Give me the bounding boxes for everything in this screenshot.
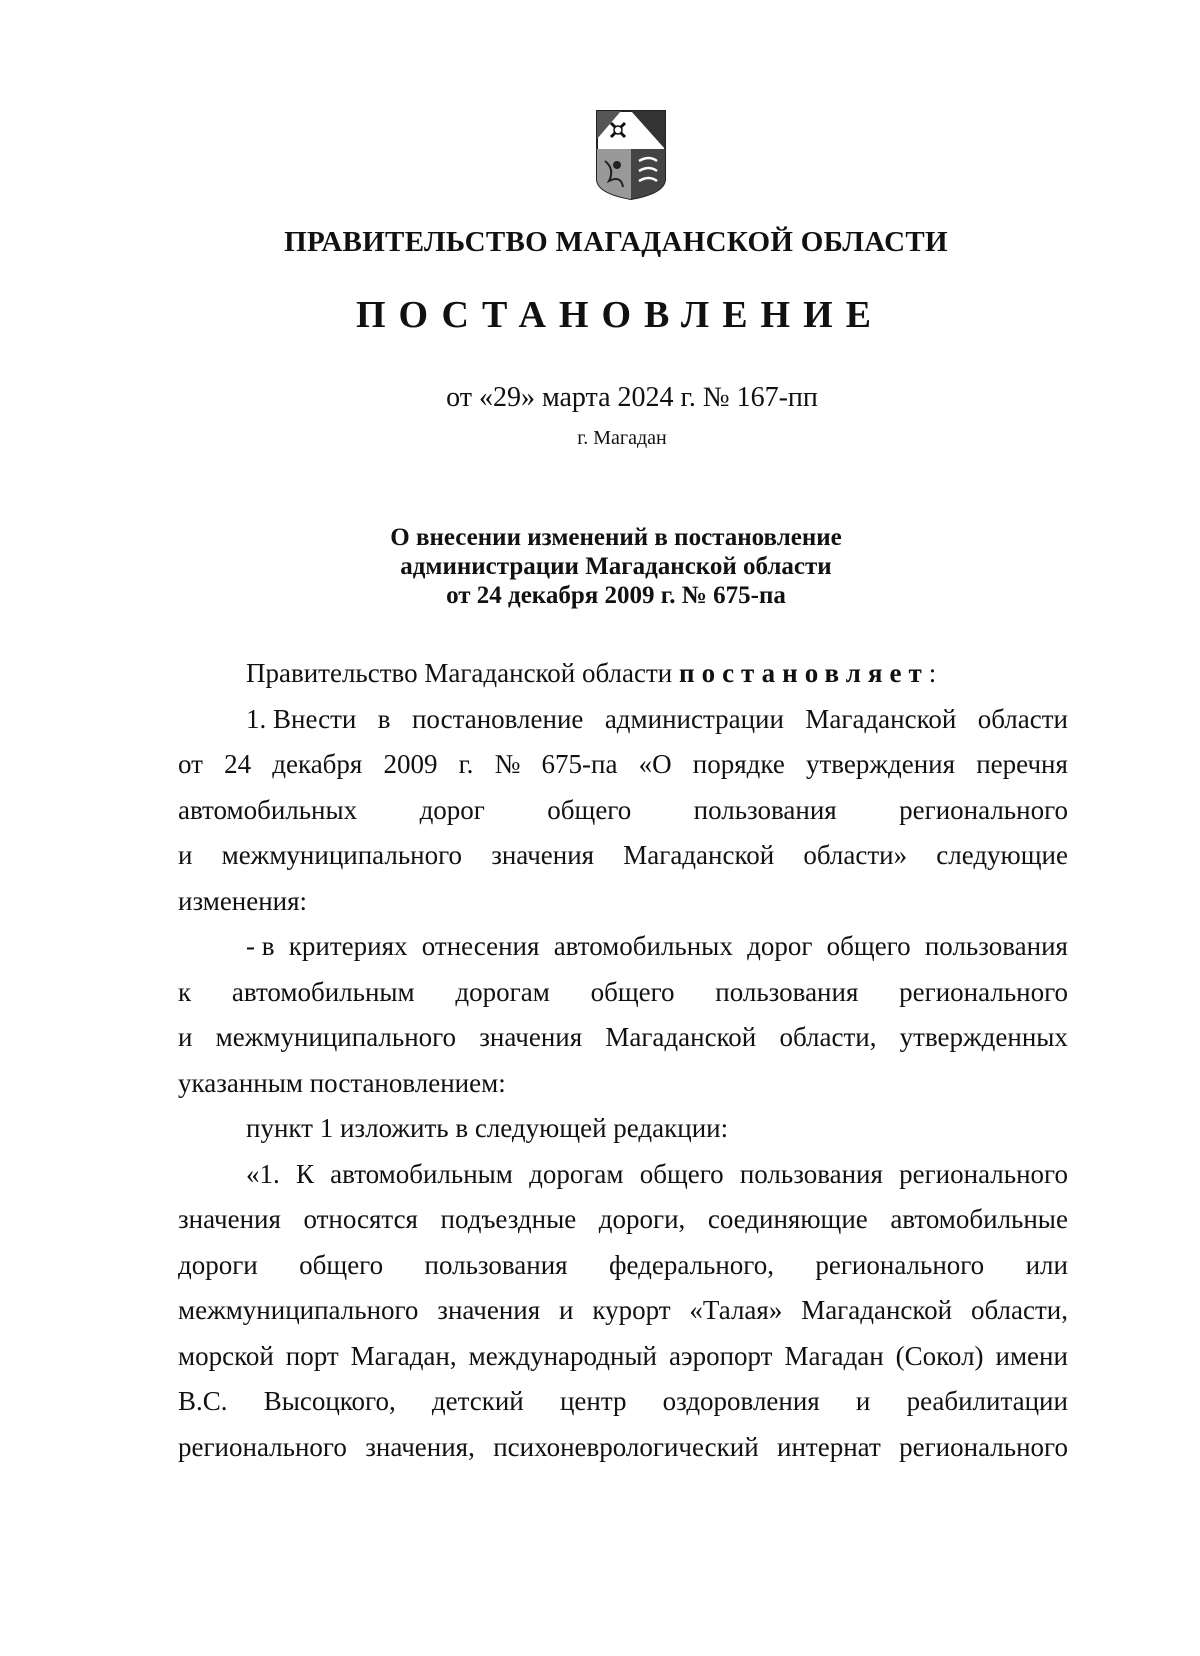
word: автомобильным [231,977,415,1007]
word: от [178,749,203,779]
word: международный [468,1341,658,1371]
word: общего [299,1250,384,1280]
word: центр [559,1386,627,1416]
paragraph-line [178,1020,1068,1054]
word: значения [479,1022,583,1052]
word: общего [826,931,911,961]
word: и [178,840,193,870]
word: декабря [272,749,363,779]
word: регионального [815,1250,985,1280]
word: автомобильных [553,931,733,961]
paragraph-line [246,1157,1068,1191]
word: относятся [303,1204,418,1234]
word: пользования [715,977,859,1007]
word: регионального [178,1432,347,1462]
word: «1. [246,1159,280,1189]
document-subject [0,523,1200,610]
paragraph-line [246,702,1068,736]
word: психоневрологический [493,1432,759,1462]
word: значения [491,840,595,870]
word: Высоцкого, [263,1386,396,1416]
word: автомобильные [890,1204,1068,1234]
word: области» [803,840,908,870]
subject-line: администрации Магаданской области [400,553,832,580]
word: перечня [976,749,1068,779]
preamble-text: Правительство Магаданской области [246,658,673,688]
word: (Сокол) [895,1341,984,1371]
word: пользования [739,1159,883,1189]
preamble-verb: постановляет [679,658,929,688]
word: Магаданской [605,1022,757,1052]
paragraph-line [178,793,1068,827]
word: и [855,1386,871,1416]
paragraph-line: изменения: [178,886,308,916]
paragraph-line [178,1384,1068,1418]
word: «Талая» [689,1295,783,1325]
word: межмуниципального [221,840,463,870]
word: утверждения [805,749,956,779]
word: значения [178,1204,281,1234]
word: общего [547,795,632,825]
word: межмуниципального [178,1295,419,1325]
preamble [246,656,1068,690]
word: общего [590,977,675,1007]
word: пользования [924,931,1068,961]
word: и [559,1295,574,1325]
word: значения [437,1295,541,1325]
word: общего [639,1159,724,1189]
paragraph-line [178,975,1068,1009]
word: федерального, [609,1250,774,1280]
word: порт [285,1341,339,1371]
word: области, [970,1295,1068,1325]
word: - в [246,931,275,961]
word: курорт [592,1295,671,1325]
word: аэропорт [669,1341,773,1371]
coat-of-arms-emblem [591,109,671,201]
word: области, [779,1022,877,1052]
word: значения, [365,1432,475,1462]
word: морской [178,1341,274,1371]
word: дорогам [455,977,550,1007]
word: в [377,704,391,734]
paragraph-line: указанным постановлением: [178,1068,506,1098]
word: интернат [777,1432,881,1462]
subject-line: О внесении изменений в постановление [390,524,842,551]
word: критериях [288,931,408,961]
word: 2009 [383,749,438,779]
paragraph-line [178,1202,1068,1236]
word: области [977,704,1068,734]
word: порядке [692,749,785,779]
word: дороги, [598,1204,686,1234]
word: дороги [178,1250,258,1280]
word: 24 [224,749,252,779]
paragraph-line [178,1430,1068,1464]
word: соединяющие [707,1204,868,1234]
organization-title: ПРАВИТЕЛЬСТВО МАГАДАНСКОЙ ОБЛАСТИ [284,226,948,258]
subject-line: от 24 декабря 2009 г. № 675-па [446,582,786,609]
word: оздоровления [662,1386,820,1416]
word: 1. Внести [246,704,357,734]
word: дорог [747,931,813,961]
word: утвержденных [899,1022,1068,1052]
date-and-number: от «29» марта 2024 г. № 167-пп [446,382,818,413]
word: межмуниципального [215,1022,457,1052]
word: регионального [899,1432,1068,1462]
paragraph-line [246,929,1068,963]
word: имени [995,1341,1068,1371]
word: отнесения [421,931,540,961]
word: регионального [899,795,1068,825]
paragraph-line: пункт 1 изложить в следующей редакции: [246,1113,729,1143]
word: пользования [424,1250,568,1280]
word: В.С. [178,1386,228,1416]
word: подъездные [440,1204,577,1234]
preamble-colon: : [928,658,937,688]
word: регионального [899,977,1068,1007]
word: 675-па [541,749,618,779]
word: автомобильных [178,795,358,825]
word: автомобильным [330,1159,513,1189]
word: Магаданской [623,840,775,870]
word: № [494,749,521,779]
word: Магаданской [805,704,957,734]
word: регионального [899,1159,1068,1189]
word: К [295,1159,314,1189]
word: Магадан [784,1341,884,1371]
word: Магаданской [801,1295,953,1325]
paragraph-line [178,838,1068,872]
word: реабилитации [906,1386,1068,1416]
word: «О [638,749,672,779]
paragraph-line [178,747,1068,781]
word: следующие [936,840,1068,870]
word: постановление [411,704,584,734]
word: дорог [419,795,485,825]
word: или [1025,1250,1068,1280]
paragraph-line [178,1293,1068,1327]
word: детский [431,1386,524,1416]
word: к [178,977,192,1007]
word: дорогам [529,1159,624,1189]
word: пользования [693,795,837,825]
city-label: г. Магадан [577,427,667,449]
paragraph-line [178,1339,1068,1373]
word: администрации [604,704,784,734]
word: и [178,1022,193,1052]
paragraph-line [178,1248,1068,1282]
word: Магадан, [350,1341,457,1371]
document-type-heading: ПОСТАНОВЛЕНИЕ [355,294,885,336]
word: г. [458,749,474,779]
